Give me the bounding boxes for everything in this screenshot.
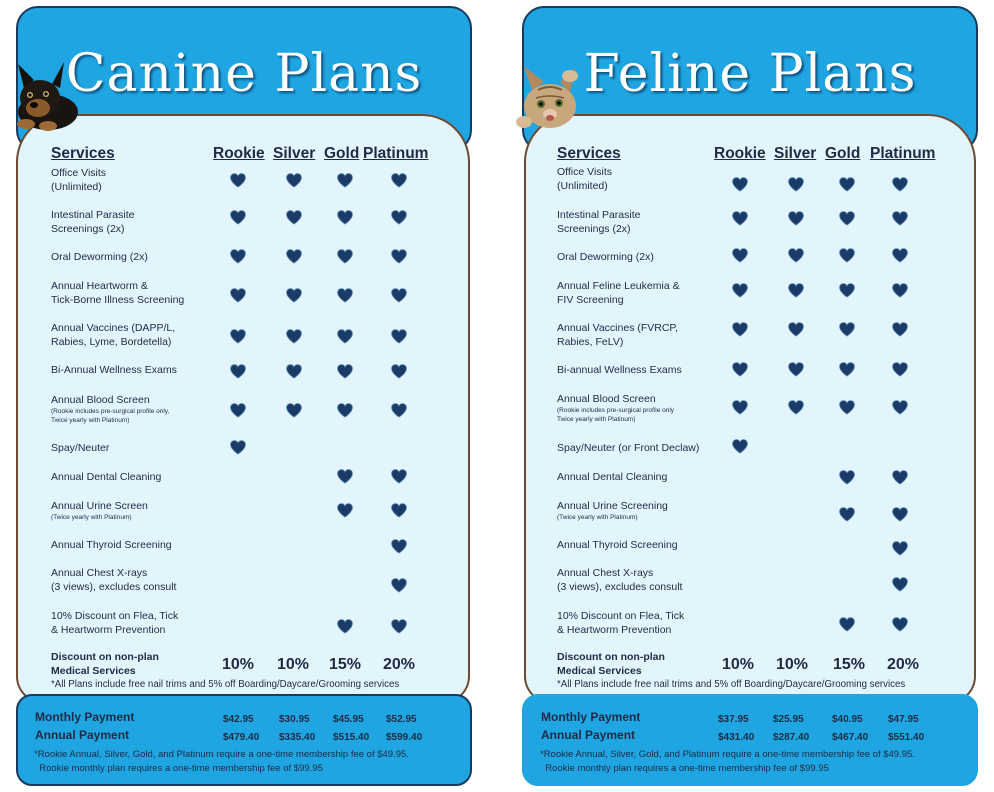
discount-value: 20%: [382, 656, 416, 673]
heart-icon: [230, 364, 246, 379]
heart-icon: [337, 403, 353, 418]
service-label-line: Rabies, Lyme, Bordetella): [51, 336, 172, 348]
annual-payment-label: Annual Payment: [35, 728, 130, 742]
heart-icon: [892, 541, 908, 556]
heart-icon: [732, 177, 748, 192]
membership-fee-note: *Rookie Annual, Silver, Gold, and Platinum require a one-time membership fee of $49.95.: [34, 749, 409, 760]
service-label-line: & Heartworm Prevention: [51, 624, 166, 636]
service-label-line: Oral Deworming (2x): [51, 251, 148, 263]
heart-icon: [788, 400, 804, 415]
service-label-line: (3 views), excludes consult: [557, 581, 683, 593]
service-label-line: Annual Chest X-rays: [557, 567, 654, 579]
service-label-line: Screenings (2x): [557, 223, 631, 235]
service-label-line: (Unlimited): [51, 181, 102, 193]
heart-icon: [230, 329, 246, 344]
service-label-line: Intestinal Parasite: [557, 209, 641, 221]
heart-icon: [337, 329, 353, 344]
service-label-line: Annual Thyroid Screening: [557, 539, 678, 551]
service-label-line: Annual Blood Screen: [557, 393, 656, 405]
monthly-price: $42.95: [223, 714, 254, 725]
monthly-price: $40.95: [832, 714, 863, 725]
service-row-label: [557, 321, 678, 349]
heart-icon: [839, 248, 855, 263]
discount-label-line: Medical Services: [557, 665, 642, 677]
discount-label-line: Discount on non-plan: [51, 651, 159, 663]
service-note: (Twice yearly with Platinum): [51, 514, 132, 521]
annual-price: $479.40: [223, 732, 260, 743]
discount-label: [51, 650, 159, 678]
discount-value: 10%: [221, 656, 255, 673]
service-row-label: [51, 250, 148, 264]
discount-value: 10%: [276, 656, 310, 673]
heart-icon: [892, 283, 908, 298]
monthly-price: $52.95: [386, 714, 417, 725]
heart-icon: [391, 210, 407, 225]
heart-icon: [391, 364, 407, 379]
service-row-label: [557, 609, 684, 637]
heart-icon: [337, 469, 353, 484]
heart-icon: [391, 503, 407, 518]
service-row-label: [557, 165, 612, 193]
heart-icon: [230, 440, 246, 455]
heart-icon: [391, 403, 407, 418]
service-row-label: [51, 363, 177, 377]
service-label-line: Annual Dental Cleaning: [51, 471, 162, 483]
service-label-line: FIV Screening: [557, 294, 624, 306]
heart-icon: [839, 617, 855, 632]
service-row-label: [557, 538, 678, 552]
heart-icon: [892, 248, 908, 263]
heart-icon: [892, 211, 908, 226]
monthly-payment-label: Monthly Payment: [541, 710, 641, 724]
service-row-label: [557, 566, 682, 594]
discount-label: [557, 650, 665, 678]
service-label-line: (Unlimited): [557, 180, 608, 192]
heart-icon: [337, 210, 353, 225]
heart-icon: [286, 403, 302, 418]
discount-value: 15%: [832, 656, 866, 673]
feline-plans-panel: [522, 0, 980, 792]
heart-icon: [892, 470, 908, 485]
service-label-line: Bi-annual Wellness Exams: [557, 364, 682, 376]
service-row-label: [51, 166, 106, 194]
heart-icon: [839, 470, 855, 485]
monthly-price: $45.95: [333, 714, 364, 725]
heart-icon: [286, 173, 302, 188]
service-label-line: Annual Vaccines (FVRCP,: [557, 322, 679, 334]
column-header-gold: Gold: [825, 145, 861, 162]
service-label-line: Annual Chest X-rays: [51, 567, 148, 579]
service-label-line: Annual Vaccines (DAPP/L,: [51, 322, 176, 334]
page-title: Feline Plans: [583, 44, 917, 104]
service-row-label: [557, 250, 654, 264]
heart-icon: [391, 469, 407, 484]
heart-icon: [732, 211, 748, 226]
discount-label-line: Medical Services: [51, 665, 136, 677]
heart-icon: [788, 322, 804, 337]
service-label-line: Tick-Borne Illness Screening: [51, 294, 185, 306]
monthly-price: $30.95: [279, 714, 310, 725]
heart-icon: [230, 210, 246, 225]
membership-fee-note: Rookie monthly plan requires a one-time membership fee of $99.95: [540, 763, 829, 774]
annual-price: $431.40: [718, 732, 755, 743]
column-header-rookie: Rookie: [213, 145, 265, 162]
service-row-label: [51, 499, 148, 522]
canine-payment-box: [16, 694, 472, 786]
heart-icon: [839, 177, 855, 192]
column-header-platinum: Platinum: [363, 145, 429, 162]
monthly-price: $37.95: [718, 714, 749, 725]
column-header-rookie: Rookie: [714, 145, 766, 162]
heart-icon: [839, 400, 855, 415]
service-label-line: (3 views), excludes consult: [51, 581, 177, 593]
heart-icon: [230, 173, 246, 188]
service-label-line: Spay/Neuter: [51, 442, 110, 454]
monthly-payment-label: Monthly Payment: [35, 710, 135, 724]
column-header-gold: Gold: [324, 145, 360, 162]
heart-icon: [892, 507, 908, 522]
heart-icon: [839, 211, 855, 226]
heart-icon: [839, 322, 855, 337]
included-services-footnote: *All Plans include free nail trims and 5% off Boarding/Daycare/Grooming services: [51, 679, 400, 690]
service-label-line: Annual Thyroid Screening: [51, 539, 172, 551]
column-header-silver: Silver: [273, 145, 316, 162]
heart-icon: [732, 400, 748, 415]
heart-icon: [391, 288, 407, 303]
service-label-line: 10% Discount on Flea, Tick: [557, 610, 685, 622]
services-column-header: Services: [51, 145, 115, 162]
service-row-label: [557, 499, 668, 522]
service-label-line: Office Visits: [557, 166, 613, 178]
cat-icon: [510, 56, 592, 138]
discount-label-line: Discount on non-plan: [557, 651, 665, 663]
heart-icon: [732, 362, 748, 377]
annual-payment-label: Annual Payment: [541, 728, 636, 742]
service-label-line: Annual Dental Cleaning: [557, 471, 668, 483]
service-note: Twice yearly with Platinum): [557, 416, 636, 423]
heart-icon: [839, 362, 855, 377]
heart-icon: [286, 249, 302, 264]
annual-price: $335.40: [279, 732, 316, 743]
heart-icon: [839, 507, 855, 522]
page-title: Canine Plans: [65, 44, 423, 104]
annual-price: $551.40: [888, 732, 925, 743]
service-note: (Rookie includes pre-surgical profile only,: [51, 408, 170, 415]
services-column-header: Services: [557, 145, 621, 162]
service-row-label: [51, 279, 184, 307]
heart-icon: [391, 539, 407, 554]
heart-icon: [391, 173, 407, 188]
heart-icon: [286, 210, 302, 225]
monthly-price: $47.95: [888, 714, 919, 725]
heart-icon: [337, 288, 353, 303]
heart-icon: [788, 248, 804, 263]
heart-icon: [732, 283, 748, 298]
discount-value: 20%: [886, 656, 920, 673]
service-row-label: [557, 470, 667, 484]
service-label-line: Bi-Annual Wellness Exams: [51, 364, 177, 376]
heart-icon: [391, 329, 407, 344]
annual-price: $515.40: [333, 732, 370, 743]
heart-icon: [230, 403, 246, 418]
service-label-line: Oral Deworming (2x): [557, 251, 654, 263]
heart-icon: [337, 619, 353, 634]
heart-icon: [391, 619, 407, 634]
service-row-label: [51, 470, 161, 484]
annual-price: $599.40: [386, 732, 423, 743]
column-header-platinum: Platinum: [870, 145, 936, 162]
service-label-line: Screenings (2x): [51, 223, 125, 235]
service-row-label: [51, 393, 169, 425]
heart-icon: [839, 283, 855, 298]
service-note: Twice yearly with Platinum): [51, 417, 130, 424]
heart-icon: [230, 249, 246, 264]
heart-icon: [337, 503, 353, 518]
heart-icon: [337, 173, 353, 188]
dog-icon: [4, 58, 86, 140]
service-row-label: [51, 538, 172, 552]
discount-value: 15%: [328, 656, 362, 673]
service-label-line: Annual Feline Leukemia &: [557, 280, 680, 292]
heart-icon: [337, 249, 353, 264]
annual-price: $287.40: [773, 732, 810, 743]
service-note: (Twice yearly with Platinum): [557, 514, 638, 521]
service-label-line: Rabies, FeLV): [557, 336, 624, 348]
service-label-line: Intestinal Parasite: [51, 209, 135, 221]
heart-icon: [892, 177, 908, 192]
feline-payment-box: [522, 694, 978, 786]
heart-icon: [732, 322, 748, 337]
heart-icon: [391, 249, 407, 264]
service-note: (Rookie includes pre-surgical profile only: [557, 407, 675, 414]
heart-icon: [732, 439, 748, 454]
heart-icon: [892, 400, 908, 415]
heart-icon: [286, 288, 302, 303]
service-label-line: Office Visits: [51, 167, 107, 179]
heart-icon: [892, 617, 908, 632]
column-header-silver: Silver: [774, 145, 817, 162]
service-row-label: [51, 566, 176, 594]
service-label-line: Annual Urine Screening: [557, 500, 668, 512]
service-label-line: Annual Blood Screen: [51, 394, 150, 406]
heart-icon: [788, 283, 804, 298]
service-label-line: Annual Urine Screen: [51, 500, 148, 512]
heart-icon: [788, 177, 804, 192]
monthly-price: $25.95: [773, 714, 804, 725]
service-row-label: [51, 208, 134, 236]
membership-fee-note: Rookie monthly plan requires a one-time membership fee of $99.95: [34, 763, 323, 774]
service-row-label: [51, 441, 109, 455]
heart-icon: [286, 329, 302, 344]
membership-fee-note: *Rookie Annual, Silver, Gold, and Platinum require a one-time membership fee of $49.95.: [540, 749, 915, 760]
heart-icon: [892, 577, 908, 592]
annual-price: $467.40: [832, 732, 869, 743]
canine-plans-panel: [16, 0, 474, 792]
heart-icon: [788, 211, 804, 226]
heart-icon: [337, 364, 353, 379]
heart-icon: [391, 578, 407, 593]
heart-icon: [286, 364, 302, 379]
service-label-line: 10% Discount on Flea, Tick: [51, 610, 179, 622]
service-row-label: [557, 279, 680, 307]
service-label-line: Annual Heartworm &: [51, 280, 148, 292]
service-row-label: [51, 609, 178, 637]
heart-icon: [230, 288, 246, 303]
service-row-label: [557, 441, 699, 455]
included-services-footnote: *All Plans include free nail trims and 5% off Boarding/Daycare/Grooming services: [557, 679, 906, 690]
service-row-label: [557, 208, 640, 236]
service-label-line: Spay/Neuter (or Front Declaw): [557, 442, 700, 454]
heart-icon: [732, 248, 748, 263]
discount-value: 10%: [775, 656, 809, 673]
service-row-label: [557, 363, 682, 377]
heart-icon: [788, 362, 804, 377]
service-row-label: [51, 321, 175, 349]
service-row-label: [557, 392, 674, 424]
heart-icon: [892, 362, 908, 377]
discount-value: 10%: [721, 656, 755, 673]
heart-icon: [892, 322, 908, 337]
service-label-line: & Heartworm Prevention: [557, 624, 672, 636]
